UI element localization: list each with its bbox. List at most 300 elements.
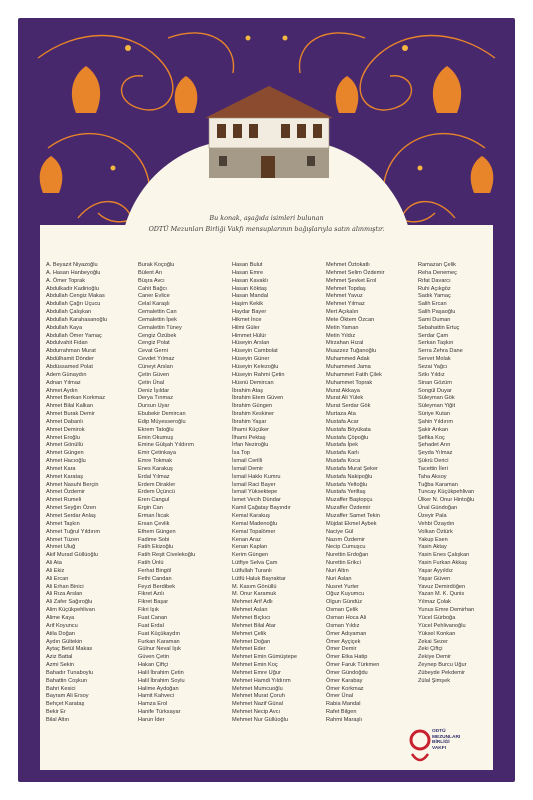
donor-name: Abdurrahman Murat <box>46 348 96 355</box>
donor-name: Ahmet Gönüllü <box>46 442 84 449</box>
donor-name: Hüsnü Demircan <box>232 379 274 386</box>
donor-name: İlhami Pektaş <box>232 434 266 441</box>
donor-name: Abdülhamit Dönder <box>46 356 94 363</box>
donor-name: Mehmet Nazif Günal <box>232 701 283 708</box>
donor-name: Fatih Ünlü <box>138 560 164 567</box>
donor-name: Aziz Battal <box>46 654 73 661</box>
donor-name: Fikret Azılı <box>138 591 165 598</box>
donor-name: Hamit Kahveci <box>138 693 175 700</box>
donor-name: Fuat Erdal <box>138 622 164 629</box>
donor-name: Caner Evlice <box>138 293 170 300</box>
donor-name: Fethi Candan <box>138 575 172 582</box>
donor-name: Hilmi Güler <box>232 324 260 331</box>
donor-name: Cevdet Yılmaz <box>138 356 175 363</box>
donor-name: İlhami Küçüker <box>232 426 269 433</box>
donor-name: İsmail Yüksektepe <box>232 489 278 496</box>
donor-name: Kemal Topalömer <box>232 528 276 535</box>
donor-name: Erdal Yılmaz <box>138 473 170 480</box>
donor-name: Azmi Sekin <box>46 662 74 669</box>
donor-name: Abdullah Ömer Yamaç <box>46 332 102 339</box>
donor-name: Fuat Canan <box>138 614 168 621</box>
donor-name: Mehmet Yavuz <box>326 293 363 300</box>
donor-name: Ahmet Hacıoğlu <box>46 458 86 465</box>
donor-name: Muhammed Jama <box>326 363 371 370</box>
donor-name: Yücel Pehlivanoğlu <box>418 622 466 629</box>
donor-name: Ahmet Tuğrul Yıldırım <box>46 528 100 535</box>
donor-name: Murat Serdar Gök <box>326 403 371 410</box>
donor-name: Hikmet İnce <box>232 316 262 323</box>
donor-name: Lütfiye Selva Çam <box>232 560 278 567</box>
donor-name: Mustafa Yeltoğlu <box>326 481 368 488</box>
donor-name: Mehmet Nur Güllüoğlu <box>232 716 288 723</box>
donor-name: Cemalettin İpek <box>138 316 177 323</box>
donor-name: Ali Rıza Arslan <box>46 591 83 598</box>
donor-name: Naciye Gül <box>326 528 354 535</box>
donor-name: Akif Murad Güllüoğlu <box>46 552 98 559</box>
donor-name: Muhammet Fatih Çilek <box>326 371 382 378</box>
donor-name: Metin Yıldız <box>326 332 356 339</box>
donor-name: Ahmet Karataş <box>46 473 83 480</box>
logo-line-3: BİRLİĞİ <box>432 740 450 746</box>
donor-name: Ahmet Aydın <box>46 387 78 394</box>
donor-name: Muazzez Tuğanoğlu <box>326 348 377 355</box>
names-column-5 <box>418 262 474 686</box>
donor-name: Zübeyde Pekdemir <box>418 669 465 676</box>
donor-name: Adnan Yılmaz <box>46 379 81 386</box>
donor-name: Ebubekir Demircan <box>138 411 186 418</box>
donor-name: Yasin Enes Çalışkan <box>418 552 470 559</box>
donor-name: Ünal Gündoğan <box>418 505 458 512</box>
donor-name: Murat Akkaya <box>326 387 360 394</box>
donor-name: Mehmet Şevket Erol <box>326 277 377 284</box>
donor-name: Enes Karakuş <box>138 465 173 472</box>
donor-name: Hasan Kavaklı <box>232 277 269 284</box>
logo-line-2: MEZUNLARI <box>432 734 461 740</box>
donor-name: Cahit Bağcı <box>138 285 167 292</box>
donor-name: Ahmet Rumeli <box>46 497 82 504</box>
donor-name: Emir Çetinkaya <box>138 450 176 457</box>
donor-name: Ahmet Kara <box>46 465 76 472</box>
donor-name: Mehmet Emin Gümüştepe <box>232 654 297 661</box>
donor-name: Kenan Araz <box>232 536 261 543</box>
donor-name: İsa Top <box>232 450 250 457</box>
donor-name: Yakup Esen <box>418 536 448 543</box>
donor-name: Cevat Gerni <box>138 348 168 355</box>
donor-name: Ethem Güngen <box>138 528 176 535</box>
donor-name: Lütfullah Turanlı <box>232 567 272 574</box>
donor-name: Necip Cumuşcu <box>326 544 366 551</box>
donor-name: Nurettin Erikci <box>326 560 361 567</box>
donor-name: Emre Tokmak <box>138 458 173 465</box>
donor-name: Erman İlıcak <box>138 513 170 519</box>
donor-name: Hasan Bulut <box>232 262 263 268</box>
donor-name: Ali Ata <box>46 560 62 567</box>
donor-name: Üzeyir Pala <box>418 513 447 519</box>
donor-name: Ahmet Bilal Kalkan <box>46 403 93 410</box>
donor-name: Mehmet Murat Çoruh <box>232 693 285 700</box>
donor-name: Halime Aydoğan <box>138 685 179 692</box>
donor-name: Sinan Gözüm <box>418 379 452 386</box>
donor-name: Muzaffer Özdemir <box>326 505 371 512</box>
donor-name: Ömer Adıyaman <box>326 630 367 637</box>
donor-name: Şehadet Arın <box>418 442 451 449</box>
donor-name: Mehmet Bıçkıcı <box>232 614 271 621</box>
donor-name: Bahadır Tunaboylu <box>46 669 93 676</box>
donor-name: Sadık Yamaç <box>418 293 451 300</box>
donor-name: Süriye Kutan <box>418 411 451 418</box>
donor-name: Mehmet Necip Avcı <box>232 709 281 716</box>
donor-name: Hüseyin Arslan <box>232 340 270 347</box>
donor-name: Ahmet Dabanlı <box>46 418 84 425</box>
donor-name: Metin Yaman <box>326 324 359 331</box>
donor-name: Kerim Güngen <box>232 552 269 559</box>
donor-name: Ömer Demir <box>326 646 357 653</box>
donor-name: Yılmaz Çolak <box>418 599 451 606</box>
donor-name: Yasin Furkan Akkaş <box>418 560 468 567</box>
donor-name: Serkan Taşkın <box>418 340 454 347</box>
donor-name: Ahmet Uluğ <box>46 544 76 551</box>
donor-name: Ramazan Çelik <box>418 262 456 268</box>
donor-name: Yücel Gürboğa <box>418 614 456 621</box>
donor-name: Mustafa Nakipoğlu <box>326 473 373 480</box>
donor-name: Kemal Karakuş <box>232 513 270 519</box>
donor-name: Hasan Mandal <box>232 293 269 300</box>
donor-name: Hanife Türksayar <box>138 709 181 716</box>
donor-name: Ali Ekiz <box>46 567 65 574</box>
logo-line-4: VAKFI <box>432 745 447 751</box>
donor-name: Ekrem Tatoğlu <box>138 426 174 433</box>
donor-name: Ahmet Berkan Korkmaz <box>46 395 106 402</box>
donor-name: Şahin Yıldırım <box>418 418 454 425</box>
donor-name: Çetin Güven <box>138 371 170 378</box>
donor-name: Salih Ercan <box>418 301 447 308</box>
donor-name: Yaşar Ayyıldız <box>418 567 453 574</box>
donor-name: İbrahim Etem Güven <box>232 395 284 402</box>
donor-name: A. Hasan Hanbeyoğlu <box>46 269 101 276</box>
donor-name: Fikret Başar <box>138 599 169 606</box>
donor-name: Serra Zehra Dane <box>418 348 463 355</box>
mansion-illustration <box>195 78 343 182</box>
donor-name: Mustafa Koca <box>326 458 361 465</box>
donor-name: Mirzahan Hızal <box>326 340 364 347</box>
donor-name: Muzaffer Baştopçu <box>326 497 373 504</box>
donor-name: Mehmet Doğan <box>232 638 271 645</box>
donor-name: Feyzi Berdibek <box>138 583 175 590</box>
donor-name: Aydın Gültekin <box>46 638 83 645</box>
donor-name: Mustafa Çöpoğlu <box>326 434 369 441</box>
donor-name: Fadime Sobi <box>138 536 170 543</box>
donor-name: Vehbi Özaydın <box>418 520 455 527</box>
donor-name: Rabia Mandal <box>326 701 361 708</box>
donor-name: Ömer Karabay <box>326 677 363 684</box>
donor-name: Muzaffer Samet Tekin <box>326 513 380 519</box>
donor-name: Murat Ali Yülek <box>326 395 364 402</box>
donor-name: Mehmet Eder <box>232 646 266 653</box>
donor-name: Abdulvahit Fidan <box>46 340 88 347</box>
donor-name: Fuat Küçükaydın <box>138 630 180 637</box>
donor-name: Mustafa Acar <box>326 418 359 425</box>
donor-name: Mehmet Çelik <box>232 630 267 637</box>
names-column-4 <box>326 262 384 725</box>
donor-name: M. Kasım Gönüllü <box>232 583 277 590</box>
donor-name: Ahmet Güngen <box>46 450 84 457</box>
donor-name: Ahmet Özdemir <box>46 489 85 496</box>
donor-name: Hasan Köktaş <box>232 285 267 292</box>
donor-name: Cengiz Özübek <box>138 332 177 339</box>
donor-name: A. Ömer Toprak <box>46 277 86 284</box>
donor-name: Dursun Uyar <box>138 403 170 410</box>
donor-name: Ömer Ayçiçek <box>326 638 361 645</box>
donor-name: İrfan Neziroğlu <box>232 442 269 449</box>
donor-name: Himmet Hülür <box>232 332 267 339</box>
donor-name: Kamil Çağatay Bayındır <box>232 505 291 512</box>
donor-name: Abdullah Cengiz Makas <box>46 293 105 300</box>
donor-name: Abdullah Çağrı Uçucu <box>46 301 101 308</box>
donor-name: Bekir Er <box>46 709 66 716</box>
donor-name: Cüneyt Arslan <box>138 363 173 370</box>
donor-name: Bahri Kesici <box>46 685 76 692</box>
donor-name: Emine Gülşah Yıldırım <box>138 442 194 449</box>
donor-name: Muhammet Toprak <box>326 379 373 386</box>
donor-name: Volkan Öztürk <box>418 528 453 535</box>
donor-name: Aytaç Betül Makas <box>46 646 93 653</box>
donor-name: Cemalettin Can <box>138 309 177 316</box>
donor-name: Zülal Şimşek <box>418 677 451 684</box>
donor-name: Nuri Altın <box>326 567 349 574</box>
donor-name: Abdullah Çalışkan <box>46 309 92 316</box>
donor-name: Yavuz Demirdöğen <box>418 583 466 590</box>
donor-name: Mustafa Yeriltaş <box>326 489 366 496</box>
donor-name: Alim Küçükpehlivan <box>46 607 95 614</box>
donor-name: Şükrü Derici <box>418 458 449 465</box>
donor-name: Ahmet Taşkın <box>46 520 80 527</box>
donor-name: Mert Açıkalın <box>326 309 359 316</box>
donor-name: Tacettin İleri <box>418 465 448 472</box>
donor-name: Ahmet Serdar Anlaş <box>46 513 96 519</box>
donor-name: Ergin Can <box>138 505 163 512</box>
donor-name: Fatih Reşit Civelekoğlu <box>138 552 196 559</box>
donor-name: Mehmet Arif Adlı <box>232 599 273 606</box>
donor-name: Abdulkadir Kadirioğlu <box>46 285 99 292</box>
donor-name: Ömer Etka Hatip <box>326 654 368 661</box>
donor-name: Zeynep Burcu Uğur <box>418 662 467 669</box>
donor-name: Ali Ercan <box>46 575 69 582</box>
donor-name: Sebahattin Ertuç <box>418 324 460 331</box>
donor-name: Hasan Emre <box>232 269 264 276</box>
donor-name: Ahmet Tüzen <box>46 536 80 543</box>
donor-name: Olgun Gündüz <box>326 599 363 606</box>
names-column-2 <box>138 262 195 725</box>
donor-name: Mete Öktem Özcan <box>326 316 375 323</box>
donor-name: Abdullah Karahasanoğlu <box>46 316 107 323</box>
donor-name: Bahattin Coşkun <box>46 677 88 684</box>
donor-name: Zeki Çiftçi <box>418 646 443 653</box>
donor-name: Mehmet Yılmaz <box>326 301 365 308</box>
donor-name: Mehmet Emre Uğur <box>232 669 281 676</box>
donor-name: Müjdat Ekmel Aybek <box>326 520 377 527</box>
donor-name: Gülnur Neval Işık <box>138 646 181 653</box>
donor-name: Mehmet Aslan <box>232 607 268 614</box>
donor-name: Yasin Aktay <box>418 544 447 551</box>
donor-name: Ahmet Nasuhi Berçin <box>46 481 99 488</box>
donor-name: İsmail Hakkı Kumru <box>232 473 281 480</box>
donor-name: Halil İbrahim Soylu <box>138 677 185 684</box>
donor-name: Hüseyin Cambolat <box>232 348 278 355</box>
donor-name: Abdullah Kaya <box>46 324 83 331</box>
intro-line-2: ODTÜ Mezunları Birliği Vakfı mensuplarının bağışlarıyla satın alınmıştır. <box>148 225 385 233</box>
names-column-3 <box>232 262 297 725</box>
donor-name: Mehmet Hamdi Yıldırım <box>232 677 291 684</box>
donor-name: İbrahim Güngen <box>232 403 273 410</box>
donor-name: Ömer Korkmaz <box>326 685 364 692</box>
donor-name: Mehmet Mumcuoğlu <box>232 685 283 692</box>
donor-name: Şeyda Yılmaz <box>418 450 453 457</box>
donor-name: Ülker N. Onur Hintoğlu <box>418 497 475 504</box>
donor-name: Kemal Madenoğlu <box>232 520 278 527</box>
donor-name: Mustafa Murat Şeker <box>326 465 378 472</box>
donor-name: İsmail Cerilli <box>232 458 263 465</box>
donor-name: Fatih Ekizoğlu <box>138 544 174 551</box>
donor-name: Ahmet Burak Demir <box>46 411 95 418</box>
donor-name: Ömer Ünal <box>326 693 354 700</box>
donor-name: Songül Duyar <box>418 387 452 394</box>
donor-name: Bülent Arı <box>138 269 163 276</box>
donor-name: Eren Cangul <box>138 497 170 504</box>
donor-name: Ali Erhan Binici <box>46 583 84 590</box>
donor-name: Mustafa Böyükata <box>326 426 371 433</box>
donor-name: Bilal Altın <box>46 716 70 723</box>
donor-name: Fikri Işık <box>138 607 159 614</box>
donor-name: Harun İder <box>138 716 165 723</box>
donor-name: Hüseyin Rahmi Çetin <box>232 371 285 378</box>
donor-name: Behçet Karataş <box>46 701 85 708</box>
donor-name: Ferhat Bingöl <box>138 567 172 574</box>
donor-name: Ahmet Demirok <box>46 426 85 433</box>
donor-name: Haydar Bayer <box>232 309 267 316</box>
donor-name: Ahmet Eroğlu <box>46 434 80 441</box>
donor-name: M. Onur Karamuk <box>232 591 277 598</box>
donor-name: Tuğba Karaman <box>418 481 458 488</box>
donor-name: Güven Çetin <box>138 654 170 661</box>
donor-name: Mustafa İpek <box>326 442 359 449</box>
donor-name: Yüksel Konkan <box>418 630 456 637</box>
donor-name: Osman Hoca Ali <box>326 614 367 621</box>
donor-name: Oğuz Kuyumcu <box>326 591 365 598</box>
donor-name: Lütfü Haluk Bayraktar <box>232 575 286 582</box>
donor-name: Salih Paşaoğlu <box>418 309 456 316</box>
donor-name: Süleyman Gök <box>418 395 455 402</box>
donor-name: Furkan Karaman <box>138 638 180 645</box>
donor-name: Kenan Kaplan <box>232 544 268 551</box>
donor-name: Nusret Yurter <box>326 583 359 590</box>
donor-name: Serdar Çam <box>418 332 449 339</box>
donor-name: Yunus Emre Demirhan <box>418 607 475 614</box>
donor-name: Sezai Yağcı <box>418 363 448 370</box>
donor-name: Reha Denemeç <box>418 269 457 276</box>
donor-name: Emin Okumuş <box>138 434 174 441</box>
donor-name: Abdüssamed Polat <box>46 363 93 370</box>
logo-text <box>432 729 472 751</box>
donor-name: Erdem Üçüncü <box>138 489 175 496</box>
donor-name: Bayram Ali Ersoy <box>46 693 89 700</box>
donor-name: Süleyman Yiğit <box>418 403 456 410</box>
donor-name: Rıfat Davarcı <box>418 277 451 284</box>
donor-name: Ruhi Açıkgöz <box>418 285 451 292</box>
donor-name: Rafet Bilgen <box>326 709 357 716</box>
donor-name: Arif Koyuncu <box>46 622 78 629</box>
donor-name: Çetin Ünal <box>138 379 165 386</box>
donor-name: Adem Günaydın <box>46 371 87 378</box>
donor-name: Ömer Gündoğdu <box>326 669 368 676</box>
donor-name: Sıtkı Yıldız <box>418 371 445 378</box>
donor-name: Büşra Avcı <box>138 277 165 284</box>
donor-name: Muhammed Adak <box>326 356 370 363</box>
donor-name: Hüseyin Güner <box>232 356 270 363</box>
donor-name: Şakir Arıkan <box>418 426 449 433</box>
donor-name: Servet Molak <box>418 356 451 363</box>
donor-name: İsmet Vecih Dündar <box>232 497 281 504</box>
donor-name: Mehmet Bilal Atar <box>232 622 276 629</box>
donor-name: Mustafa Karlı <box>326 450 359 457</box>
donor-name: Tuncay Küçükpehlivan <box>418 489 475 496</box>
donor-name: A. Beyazıt Niyazoğlu <box>46 262 98 268</box>
donor-name: Cengiz Polat <box>138 340 170 347</box>
names-column-1 <box>46 262 107 725</box>
donor-name: Yazan M. K. Qunis <box>418 591 465 598</box>
donor-name: Nazım Özdemir <box>326 536 365 543</box>
donor-name: Ömer Faruk Türkmen <box>326 662 380 669</box>
donor-name: Mehmet Selim Özdemir <box>326 269 385 276</box>
donor-name: Erdem Dirakler <box>138 481 176 488</box>
donor-name: Sami Duman <box>418 316 451 323</box>
donor-name: İbrahim Keskiner <box>232 411 274 418</box>
donor-names <box>46 262 494 762</box>
donor-name: Murtaza Ata <box>326 411 356 418</box>
donor-name: Burak Koçoğlu <box>138 262 175 268</box>
donor-name: İbrahim Yaşar <box>232 418 267 425</box>
donor-name: Mehmet Emin Koç <box>232 662 278 669</box>
donor-name: Haşim Kekik <box>232 301 264 308</box>
logo-line-1: ODTÜ <box>432 729 446 734</box>
donor-name: Cemalettin Tüney <box>138 324 182 331</box>
donor-name: Ersan Çevlik <box>138 520 170 527</box>
donor-name: Ali Zafer Sağıroğlu <box>46 599 93 606</box>
donor-name: İsmail Raci Bayer <box>232 481 276 488</box>
donor-name: Hüseyin Kelezoğlu <box>232 363 279 370</box>
donor-name: Nuri Aslan <box>326 575 352 582</box>
donor-name: Alime Kaya <box>46 614 75 621</box>
intro-line-1: Bu konak, aşağıda isimleri bulunan <box>209 214 324 222</box>
donor-name: İbrahim Ataş <box>232 387 264 394</box>
donor-name: Rahmi Maraşlı <box>326 716 363 723</box>
donor-name: Osman Çelik <box>326 607 359 614</box>
donor-name: Osman Yıldız <box>326 622 360 629</box>
donor-name: Şefika Koç <box>418 434 445 441</box>
donor-name: Ahmet Seyğın Özen <box>46 505 97 512</box>
donor-name: Deniz İşıldar <box>138 387 170 394</box>
donor-name: Halil İbrahim Çetin <box>138 669 184 676</box>
donor-name: Zekai Sezer <box>418 638 448 645</box>
donor-name: Atila Doğan <box>46 630 75 637</box>
donor-name: Mehmet Öztokatlı <box>326 262 370 268</box>
donor-name: Zekiye Demir <box>418 654 451 661</box>
donor-name: Derya Tınmaz <box>138 395 174 402</box>
donor-name: Hamza Erol <box>138 701 168 708</box>
intro-text <box>80 213 453 235</box>
donor-name: Celal Karaşlı <box>138 301 170 308</box>
donor-name: Hakan Çiftçi <box>138 662 169 669</box>
donor-name: Yaşar Güven <box>418 575 451 582</box>
